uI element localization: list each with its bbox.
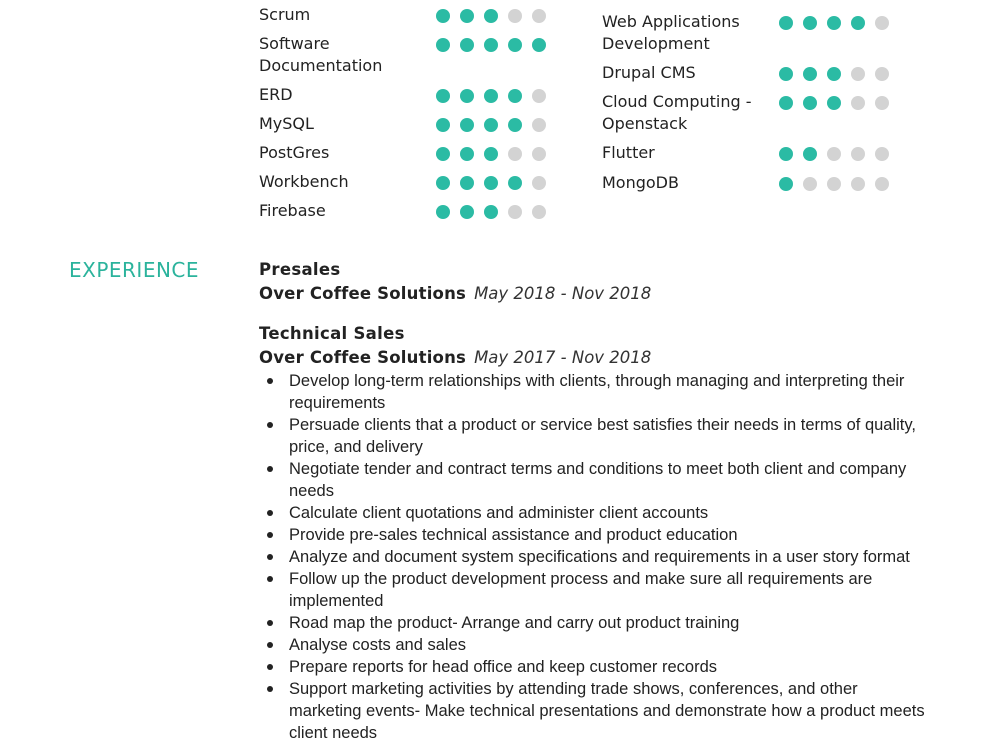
skill-rating [779,177,889,191]
job-bullet: Support marketing activities by attending trade shows, conferences, and other marketing events- Make technical presentations and demonstrate how a product meets client needs [259,678,929,744]
rating-dot-filled-icon [484,205,498,219]
rating-dot-empty-icon [875,16,889,30]
skill-rating [436,147,546,161]
skill-rating [779,96,889,110]
rating-dot-empty-icon [508,147,522,161]
rating-dot-empty-icon [827,177,841,191]
job-company: Over Coffee Solutions [259,284,467,303]
skill-name: MySQL [259,114,314,133]
rating-dot-filled-icon [779,16,793,30]
rating-dot-empty-icon [532,89,546,103]
rating-dot-empty-icon [851,67,865,81]
rating-dot-filled-icon [803,96,817,110]
rating-dot-filled-icon [484,118,498,132]
job-meta [259,346,939,370]
skill-name: Flutter [602,143,655,162]
skill-rating [436,38,546,52]
rating-dot-empty-icon [803,177,817,191]
rating-dot-empty-icon [875,96,889,110]
rating-dot-empty-icon [532,205,546,219]
rating-dot-empty-icon [508,205,522,219]
rating-dot-filled-icon [803,147,817,161]
job-company: Over Coffee Solutions [259,348,467,367]
rating-dot-filled-icon [484,147,498,161]
rating-dot-filled-icon [484,38,498,52]
skill-name: Software Documentation [259,34,383,75]
job-title: Technical Sales [259,324,405,343]
job-bullet: Negotiate tender and contract terms and conditions to meet both client and company needs [259,458,929,502]
skill-rating [436,89,546,103]
rating-dot-filled-icon [484,9,498,23]
rating-dot-filled-icon [460,38,474,52]
rating-dot-filled-icon [484,89,498,103]
rating-dot-filled-icon [532,38,546,52]
rating-dot-filled-icon [803,67,817,81]
rating-dot-filled-icon [484,176,498,190]
rating-dot-empty-icon [827,147,841,161]
rating-dot-filled-icon [436,89,450,103]
rating-dot-filled-icon [460,205,474,219]
rating-dot-filled-icon [508,89,522,103]
job-bullet: Calculate client quotations and administer client accounts [259,502,929,524]
rating-dot-filled-icon [436,9,450,23]
rating-dot-filled-icon [436,118,450,132]
skill-rating [779,67,889,81]
job-bullet: Prepare reports for head office and keep customer records [259,656,929,678]
skill-name: Web Applications Development [602,12,740,53]
skill-name: Cloud Computing - Openstack [602,92,752,133]
rating-dot-empty-icon [532,147,546,161]
rating-dot-filled-icon [460,89,474,103]
rating-dot-filled-icon [460,147,474,161]
rating-dot-filled-icon [827,16,841,30]
skill-rating [436,205,546,219]
job-meta [259,282,939,306]
job-bullet-list [259,370,939,744]
rating-dot-filled-icon [460,118,474,132]
rating-dot-filled-icon [436,176,450,190]
rating-dot-filled-icon [460,9,474,23]
skill-name: Firebase [259,201,326,220]
job-bullet: Develop long-term relationships with clients, through managing and interpreting their requirements [259,370,929,414]
skill-name: Workbench [259,172,349,191]
job-entry-presales [259,258,939,306]
job-dates: May 2017 - Nov 2018 [474,348,652,367]
job-title: Presales [259,260,341,279]
rating-dot-filled-icon [779,96,793,110]
rating-dot-empty-icon [532,9,546,23]
rating-dot-filled-icon [779,67,793,81]
skill-name: MongoDB [602,173,679,192]
rating-dot-empty-icon [851,96,865,110]
skill-name: Drupal CMS [602,63,696,82]
rating-dot-filled-icon [436,205,450,219]
rating-dot-empty-icon [875,67,889,81]
rating-dot-empty-icon [851,147,865,161]
rating-dot-filled-icon [851,16,865,30]
rating-dot-filled-icon [436,147,450,161]
job-bullet: Persuade clients that a product or service best satisfies their needs in terms of quality, price, and delivery [259,414,929,458]
experience-heading: EXPERIENCE [69,258,200,282]
rating-dot-filled-icon [508,176,522,190]
rating-dot-empty-icon [875,147,889,161]
rating-dot-empty-icon [508,9,522,23]
rating-dot-filled-icon [779,147,793,161]
rating-dot-empty-icon [532,176,546,190]
rating-dot-filled-icon [827,96,841,110]
rating-dot-filled-icon [779,177,793,191]
rating-dot-filled-icon [508,38,522,52]
skill-rating [436,176,546,190]
rating-dot-filled-icon [460,176,474,190]
skill-name: PostGres [259,143,330,162]
job-entry-technical-sales [259,322,939,744]
skill-rating [436,9,546,23]
rating-dot-empty-icon [875,177,889,191]
job-dates: May 2018 - Nov 2018 [474,284,652,303]
job-bullet: Analyze and document system specifications and requirements in a user story format [259,546,929,568]
skill-rating [779,147,889,161]
job-bullet: Road map the product- Arrange and carry out product training [259,612,929,634]
rating-dot-empty-icon [532,118,546,132]
rating-dot-filled-icon [508,118,522,132]
job-bullet: Analyse costs and sales [259,634,929,656]
skill-rating [436,118,546,132]
skill-name: ERD [259,85,293,104]
rating-dot-filled-icon [803,16,817,30]
job-bullet: Follow up the product development process and make sure all requirements are implemented [259,568,929,612]
skill-name: Scrum [259,5,311,24]
job-bullet: Provide pre-sales technical assistance and product education [259,524,929,546]
rating-dot-filled-icon [436,38,450,52]
rating-dot-empty-icon [851,177,865,191]
rating-dot-filled-icon [827,67,841,81]
skill-rating [779,16,889,30]
